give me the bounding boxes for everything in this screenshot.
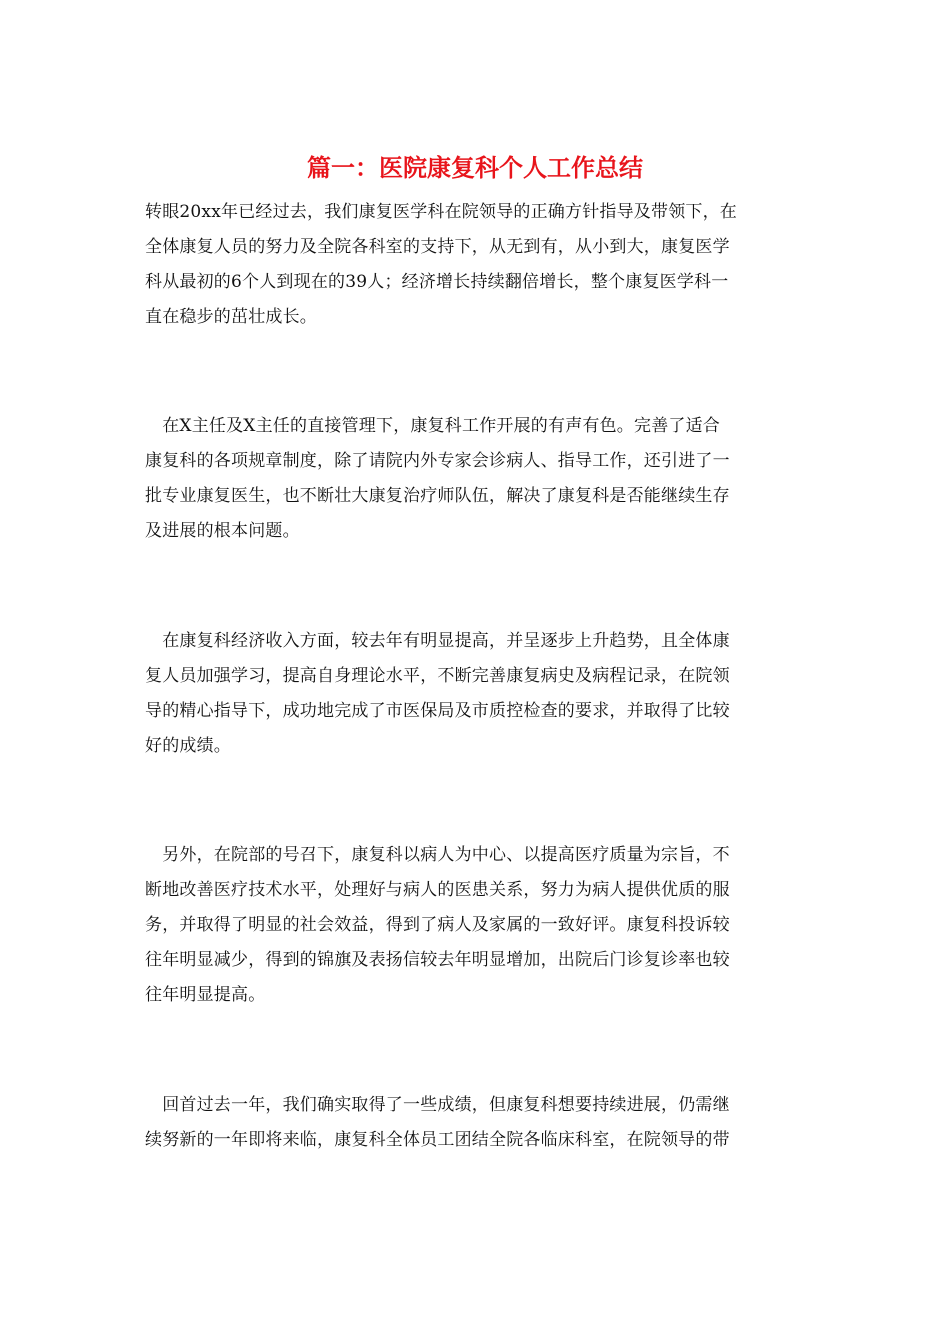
paragraph-3 [145, 624, 807, 764]
paragraph-line: 批专业康复医生，也不断壮大康复治疗师队伍，解决了康复科是否能继续生存 [145, 486, 730, 506]
paragraph-line: 往年明显提高。 [145, 985, 266, 1005]
document-title: 篇一：医院康复科个人工作总结 [307, 153, 643, 182]
paragraph-line: 复人员加强学习，提高自身理论水平，不断完善康复病史及病程记录，在院领 [145, 666, 730, 686]
paragraph-5 [145, 1088, 807, 1158]
paragraph-line: 另外，在院部的号召下，康复科以病人为中心、以提高医疗质量为宗旨，不 [145, 845, 730, 865]
paragraph-line: 在康复科经济收入方面，较去年有明显提高，并呈逐步上升趋势，且全体康 [145, 631, 730, 651]
paragraph-4 [145, 838, 807, 1013]
paragraph-line: 在X主任及X主任的直接管理下，康复科工作开展的有声有色。完善了适合 [145, 416, 721, 436]
paragraph-line: 好的成绩。 [145, 736, 231, 756]
paragraph-line: 全体康复人员的努力及全院各科室的支持下，从无到有，从小到大，康复医学 [145, 237, 730, 257]
paragraph-line: 直在稳步的茁壮成长。 [145, 307, 317, 327]
paragraph-line: 科从最初的6个人到现在的39人；经济增长持续翻倍增长，整个康复医学科一 [145, 272, 729, 292]
paragraph-line: 断地改善医疗技术水平，处理好与病人的医患关系，努力为病人提供优质的服 [145, 880, 730, 900]
paragraph-line: 续努新的一年即将来临，康复科全体员工团结全院各临床科室，在院领导的带 [145, 1130, 730, 1150]
paragraph-line: 及进展的根本问题。 [145, 521, 300, 541]
paragraph-line: 导的精心指导下，成功地完成了市医保局及市质控检查的要求，并取得了比较 [145, 701, 730, 721]
paragraph-1 [145, 195, 807, 335]
paragraph-line: 转眼20xx年已经过去，我们康复医学科在院领导的正确方针指导及带领下，在 [145, 202, 738, 222]
paragraph-line: 康复科的各项规章制度，除了请院内外专家会诊病人、指导工作，还引进了一 [145, 451, 730, 471]
paragraph-2 [145, 409, 807, 549]
paragraph-line: 回首过去一年，我们确实取得了一些成绩，但康复科想要持续进展，仍需继 [145, 1095, 730, 1115]
paragraph-line: 务，并取得了明显的社会效益，得到了病人及家属的一致好评。康复科投诉较 [145, 915, 730, 935]
paragraph-line: 往年明显减少，得到的锦旗及表扬信较去年明显增加，出院后门诊复诊率也较 [145, 950, 730, 970]
